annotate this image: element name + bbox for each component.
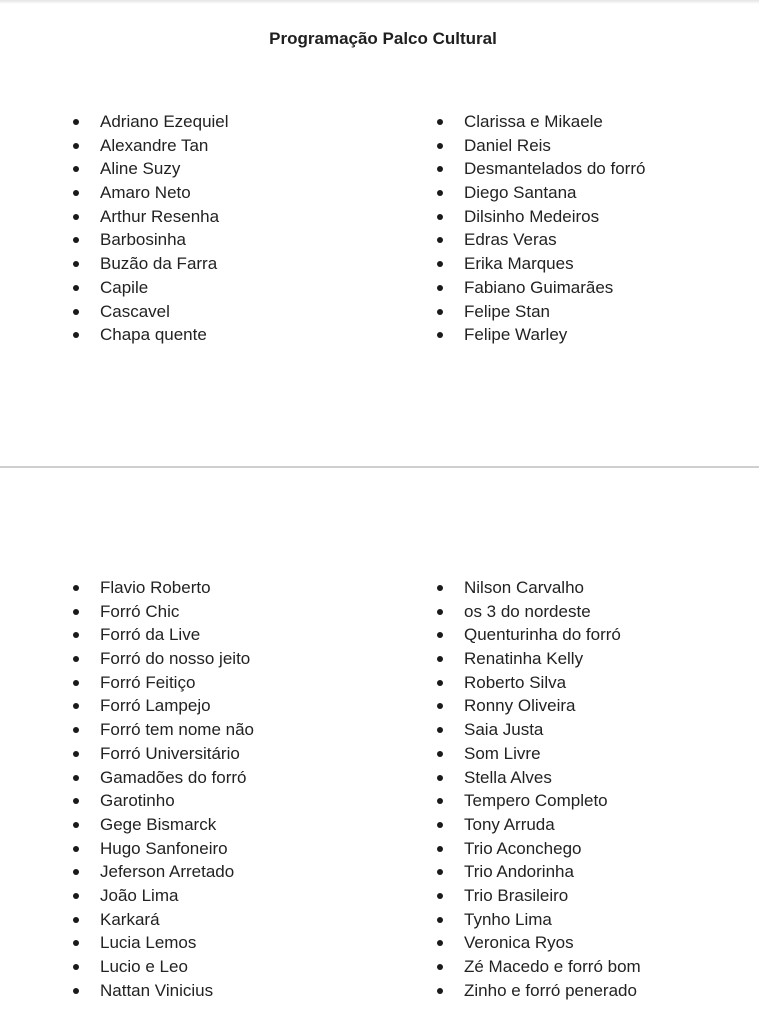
list-item: Adriano Ezequiel (73, 110, 229, 134)
list-item: Zinho e forró penerado (437, 979, 641, 1003)
list-item: Diego Santana (437, 181, 645, 205)
list-item: Renatinha Kelly (437, 647, 641, 671)
page-title: Programação Palco Cultural (269, 29, 497, 48)
list-item: Forró Chic (73, 600, 254, 624)
list-item: Ronny Oliveira (437, 694, 641, 718)
list-item: João Lima (73, 884, 254, 908)
list-item: Capile (73, 276, 229, 300)
list-item: Aline Suzy (73, 157, 229, 181)
list-item: os 3 do nordeste (437, 600, 641, 624)
list-item: Som Livre (437, 742, 641, 766)
list-item: Quenturinha do forró (437, 623, 641, 647)
list-item: Forró tem nome não (73, 718, 254, 742)
list-item: Karkará (73, 908, 254, 932)
list-item: Trio Aconchego (437, 837, 641, 861)
list-item: Arthur Resenha (73, 205, 229, 229)
list-item: Chapa quente (73, 323, 229, 347)
list-item: Gamadões do forró (73, 766, 254, 790)
list-item: Roberto Silva (437, 671, 641, 695)
list-item: Gege Bismarck (73, 813, 254, 837)
list-item: Amaro Neto (73, 181, 229, 205)
list-item: Flavio Roberto (73, 576, 254, 600)
list-item: Hugo Sanfoneiro (73, 837, 254, 861)
list-item: Forró Lampejo (73, 694, 254, 718)
list-item: Stella Alves (437, 766, 641, 790)
list-item: Forró do nosso jeito (73, 647, 254, 671)
page-divider (0, 466, 759, 468)
list-item: Barbosinha (73, 228, 229, 252)
artist-list-page2-left (73, 576, 254, 1002)
list-item: Veronica Ryos (437, 931, 641, 955)
list-item: Edras Veras (437, 228, 645, 252)
list-item: Forró Universitário (73, 742, 254, 766)
list-item: Erika Marques (437, 252, 645, 276)
list-item: Trio Brasileiro (437, 884, 641, 908)
list-item: Forró Feitiço (73, 671, 254, 695)
list-item: Tempero Completo (437, 789, 641, 813)
list-item: Dilsinho Medeiros (437, 205, 645, 229)
list-item: Nattan Vinicius (73, 979, 254, 1003)
list-item: Alexandre Tan (73, 134, 229, 158)
list-item: Daniel Reis (437, 134, 645, 158)
page-top-edge (0, 0, 759, 4)
list-item: Saia Justa (437, 718, 641, 742)
list-item: Tynho Lima (437, 908, 641, 932)
list-item: Fabiano Guimarães (437, 276, 645, 300)
list-item: Lucio e Leo (73, 955, 254, 979)
list-item: Buzão da Farra (73, 252, 229, 276)
list-item: Trio Andorinha (437, 860, 641, 884)
artist-list-page1-left (73, 110, 229, 347)
artist-list-page1-right (437, 110, 645, 347)
list-item: Cascavel (73, 300, 229, 324)
list-item: Felipe Warley (437, 323, 645, 347)
list-item: Jeferson Arretado (73, 860, 254, 884)
list-item: Zé Macedo e forró bom (437, 955, 641, 979)
list-item: Felipe Stan (437, 300, 645, 324)
list-item: Forró da Live (73, 623, 254, 647)
artist-list-page2-right (437, 576, 641, 1002)
list-item: Tony Arruda (437, 813, 641, 837)
list-item: Garotinho (73, 789, 254, 813)
list-item: Lucia Lemos (73, 931, 254, 955)
list-item: Desmantelados do forró (437, 157, 645, 181)
list-item: Nilson Carvalho (437, 576, 641, 600)
list-item: Clarissa e Mikaele (437, 110, 645, 134)
